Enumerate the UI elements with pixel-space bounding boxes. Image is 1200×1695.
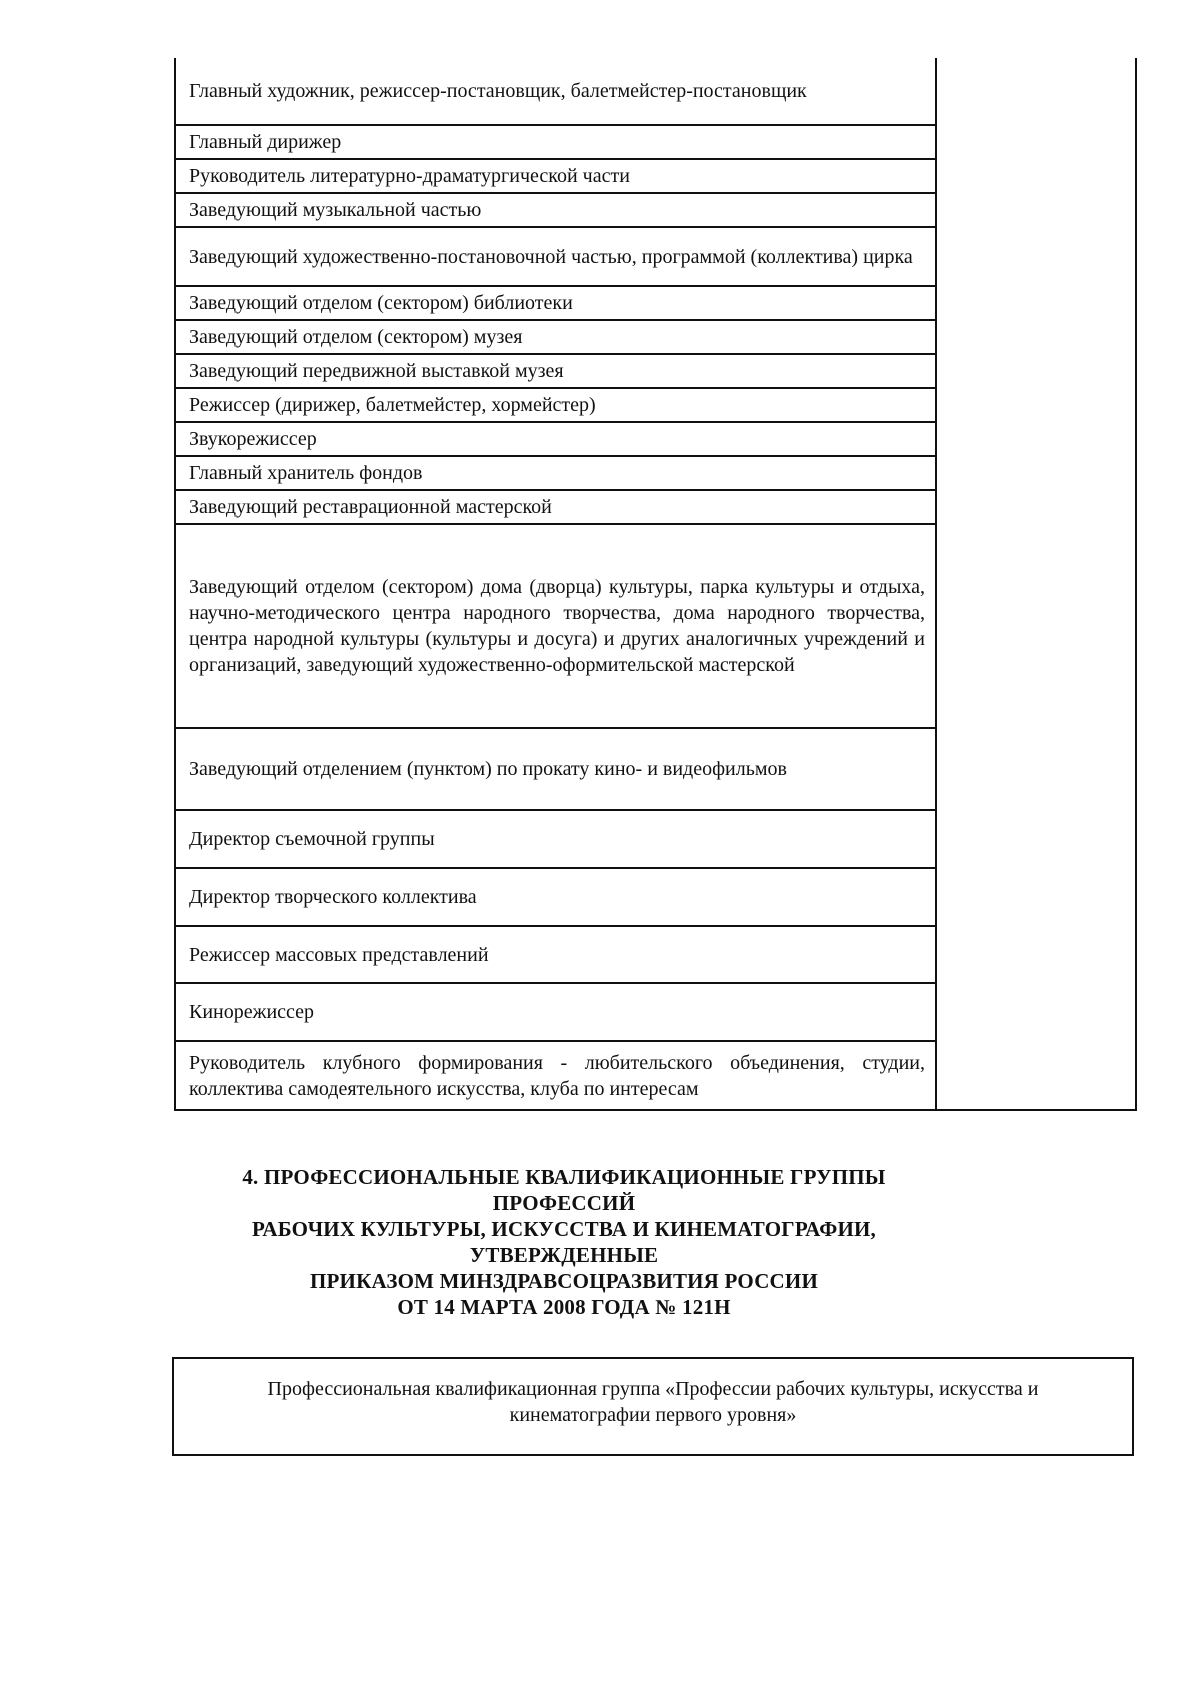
heading-line: РАБОЧИХ КУЛЬТУРЫ, ИСКУССТВА И КИНЕМАТОГРАФИИ, bbox=[252, 1217, 876, 1241]
position-name: Директор творческого коллектива bbox=[189, 886, 477, 908]
position-name: Заведующий художественно-постановочной частью, программой (коллектива) цирка bbox=[189, 245, 913, 268]
table-row bbox=[176, 58, 936, 126]
position-name: Заведующий музыкальной частью bbox=[189, 199, 482, 221]
table-row bbox=[176, 491, 936, 525]
table-row bbox=[176, 126, 936, 160]
table-row bbox=[176, 1042, 936, 1109]
position-name: Заведующий отделом (сектором) библиотеки bbox=[189, 292, 573, 314]
table-row bbox=[176, 457, 936, 491]
position-name: Режиссер массовых представлений bbox=[189, 943, 489, 966]
table-row bbox=[176, 389, 936, 423]
position-name: Руководитель клубного формирования - любительского объединения, студии, коллектива самодеятельного искусства, клуба по интересам bbox=[189, 1051, 925, 1100]
position-name: Заведующий отделением (пунктом) по прокату кино- и видеофильмов bbox=[189, 758, 787, 780]
section-heading bbox=[174, 1164, 954, 1320]
table-row bbox=[176, 355, 936, 389]
position-name: Главный дирижер bbox=[189, 131, 342, 153]
position-name: Заведующий реставрационной мастерской bbox=[189, 496, 552, 518]
table-row bbox=[176, 160, 936, 194]
qualification-group-box bbox=[172, 1357, 1134, 1456]
position-name: Кинорежиссер bbox=[189, 1001, 315, 1023]
heading-line: ПРОФЕССИЙ bbox=[492, 1191, 636, 1215]
table-row bbox=[176, 423, 936, 457]
table-row bbox=[176, 927, 936, 984]
qualification-group-title: Профессиональная квалификационная группа «Профессии рабочих культуры, искусства и кинематографии первого уровня» bbox=[267, 1377, 1039, 1426]
position-name: Директор съемочной группы bbox=[189, 828, 435, 850]
heading-line: 4. ПРОФЕССИОНАЛЬНЫЕ КВАЛИФИКАЦИОННЫЕ ГРУППЫ bbox=[242, 1165, 886, 1189]
position-name: Главный хранитель фондов bbox=[189, 462, 423, 484]
position-name: Заведующий передвижной выставкой музея bbox=[189, 360, 564, 382]
table-row bbox=[176, 228, 936, 287]
table-row bbox=[176, 869, 936, 927]
heading-line: ОТ 14 МАРТА 2008 ГОДА № 121Н bbox=[397, 1295, 731, 1319]
table-row bbox=[176, 984, 936, 1042]
table-row bbox=[176, 194, 936, 228]
position-name: Звукорежиссер bbox=[189, 428, 317, 450]
table-row bbox=[176, 729, 936, 811]
heading-line: УТВЕРЖДЕННЫЕ bbox=[469, 1243, 659, 1267]
positions-table bbox=[174, 58, 1137, 1111]
position-name: Заведующий отделом (сектором) музея bbox=[189, 326, 523, 348]
table-row bbox=[176, 811, 936, 869]
table-row bbox=[176, 321, 936, 355]
position-name: Заведующий отделом (сектором) дома (дворца) культуры, парка культуры и отдыха, научно-методического центра народного творчества, дома народного творчества, центра народной культуры (культуры и досуга) и других аналогичных учреждений и организаций, заведующий художественно-оформительской мастерской bbox=[189, 576, 925, 676]
table-row bbox=[176, 525, 936, 729]
position-name: Руководитель литературно-драматургической части bbox=[189, 165, 630, 187]
heading-line: ПРИКАЗОМ МИНЗДРАВСОЦРАЗВИТИЯ РОССИИ bbox=[309, 1269, 818, 1293]
position-name: Режиссер (дирижер, балетмейстер, хормейстер) bbox=[189, 394, 596, 416]
position-name: Главный художник, режиссер-постановщик, балетмейстер-постановщик bbox=[189, 80, 807, 102]
table-row bbox=[176, 287, 936, 321]
